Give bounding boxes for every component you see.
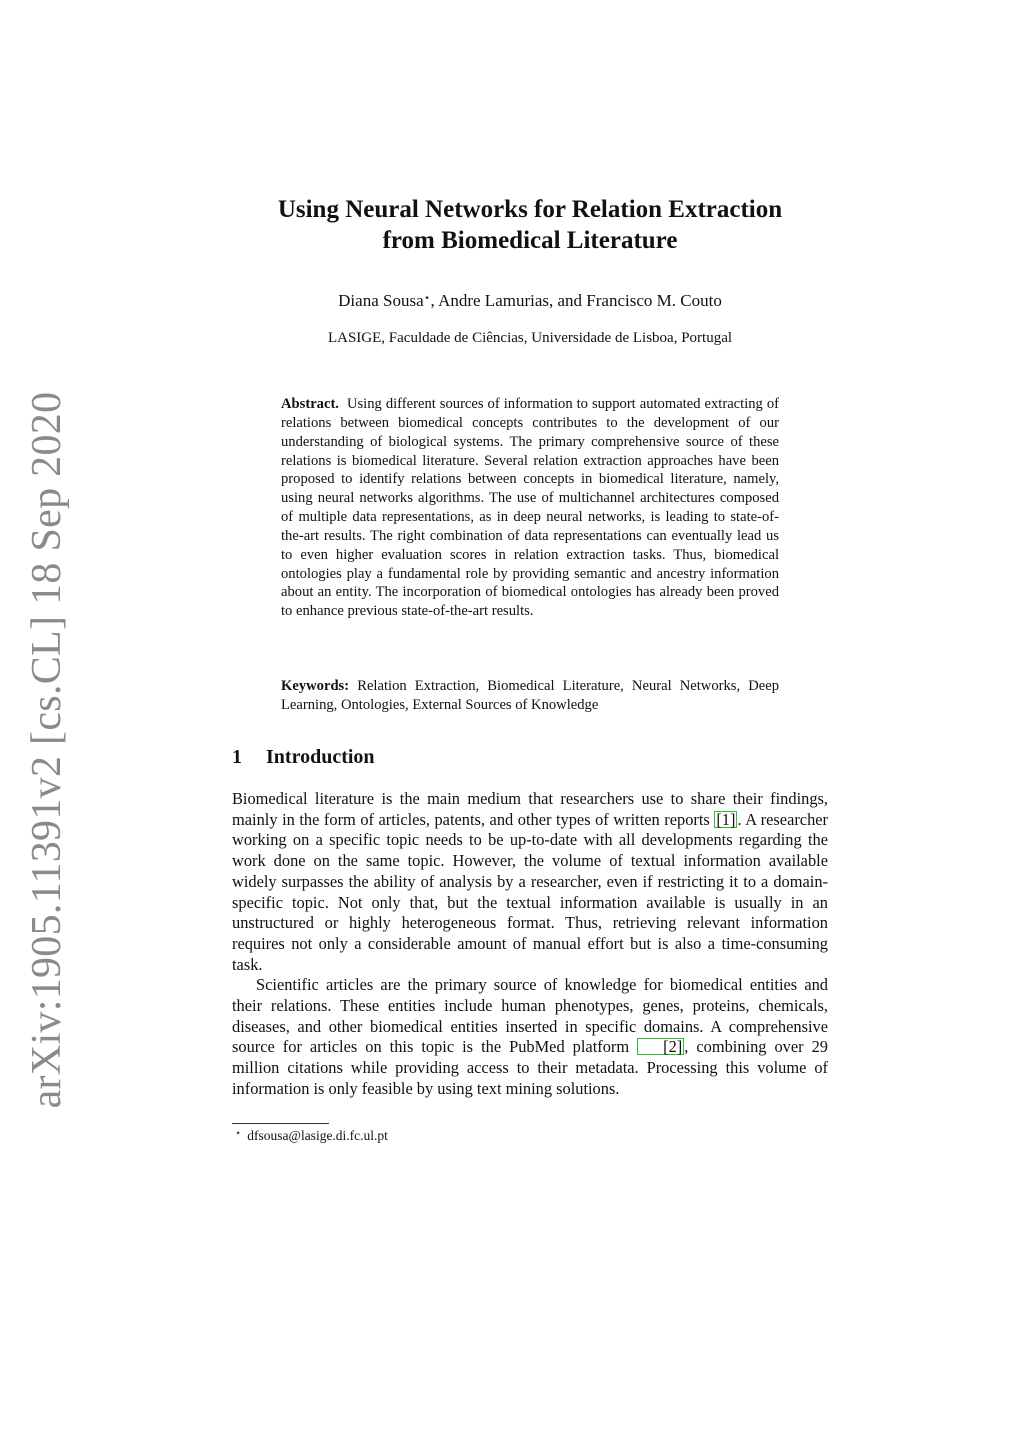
affiliation: LASIGE, Faculdade de Ciências, Universidade de Lisboa, Portugal [327,330,733,346]
paragraph-1-text-b: . A researcher working on a specific topic needs to be up-to-date with all developments regarding the work done on the same topic. However, the volume of textual information available widely surpasses the ability of analysis by a researcher, even if restricting it to a domain-specific topic. Not only that, but the textual information available is usually in an unstructured or highly heterogeneous format. Thus, retrieving relevant information requires not only a considerable amount of manual effort but is also a time-consuming task. [232,809,828,974]
title-line-2: from Biomedical Literature [382,227,678,254]
keywords-label: Keywords: [281,678,350,694]
paragraph [232,789,828,975]
footnote-mark: ⋆ [235,1128,242,1139]
abstract-label: Abstract. [281,396,339,412]
section-number: 1 [232,746,242,768]
abstract [281,395,779,621]
citation-link-2[interactable]: [2] [637,1038,684,1055]
author-first: Diana Sousa [338,291,424,310]
introduction-body [232,789,828,1100]
author-rest: , Andre Lamurias, and Francisco M. Couto [430,291,722,310]
abstract-text: Using different sources of information to support automated extracting of relations between biomedical concepts contributes to the development of our understanding of biological systems. The primary comprehensive source of these relations is biomedical literature. Several relation extraction approaches have been proposed to identify relations between concepts in biomedical literature, namely, using neural networks algorithms. The use of multichannel architectures composed of multiple data representations, as in deep neural networks, is leading to state-of-the-art results. The right combination of data representations can eventually lead us to even higher evaluation scores in relation extraction tasks. Thus, biomedical ontologies play a fundamental role by providing semantic and ancestry information about an entity. The incorporation of biomedical ontologies has already been proved to enhance previous state-of-the-art results. [281,396,780,620]
footnote-divider [232,1123,329,1124]
citation-link-1[interactable]: [1] [716,809,736,829]
section-heading-introduction [232,746,375,769]
paper-title [232,194,828,256]
paragraph [232,975,828,1099]
footnote-email[interactable]: dfsousa@lasige.di.fc.ul.pt [247,1128,388,1143]
keywords-text: Relation Extraction, Biomedical Literature, Neural Networks, Deep Learning, Ontologies, External Sources of Knowledge [281,678,780,713]
paragraph-2-text-b: , combining over 29 million citations while providing access to their metadata. Processing this volume of information is only feasible by using text mining solutions. [232,1037,829,1098]
paragraph-2-text-a: Scientific articles are the primary source of knowledge for biomedical entities and their relations. These entities include human phenotypes, genes, proteins, chemicals, diseases, and other biomedical entities inserted in specific domains. A comprehensive source for articles on this topic is the PubMed platform [232,975,828,1057]
title-line-1: Using Neural Networks for Relation Extraction [277,196,783,223]
paragraph-1-text-a: Biomedical literature is the main medium that researchers use to share their findings, mainly in the form of articles, patents, and other types of written reports [232,789,828,829]
footnote [235,1128,388,1144]
arxiv-identifier: arXiv:1905.11391v2 [cs.CL] 18 Sep 2020 [24,391,70,1109]
keywords [281,677,779,715]
author-list [232,291,828,311]
author-footnote-mark: ⋆ [423,292,431,304]
section-title: Introduction [266,746,375,768]
